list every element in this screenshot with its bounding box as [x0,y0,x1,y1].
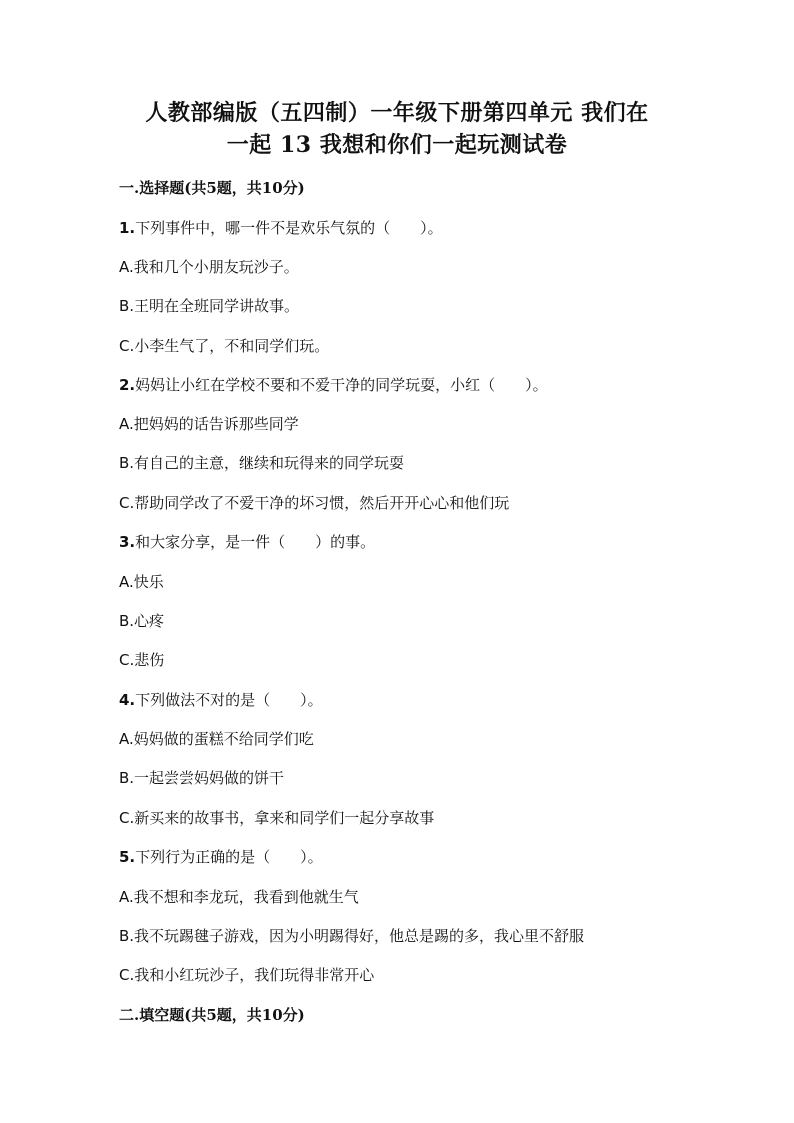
document-title-line-1: 人教部编版（五四制）一年级下册第四单元 我们在 [145,100,649,126]
question-stem: 下列行为正确的是（ ）。 [135,848,323,866]
option-2a: A.把妈妈的话告诉那些同学 [119,415,299,433]
question-stem: 妈妈让小红在学校不要和不爱干净的同学玩耍，小红（ ）。 [135,376,548,394]
question-stem: 下列做法不对的是（ ）。 [135,691,323,709]
question-2 [119,375,548,395]
question-stem: 和大家分享，是一件（ ）的事。 [135,533,376,551]
option-3b: B.心疼 [119,612,165,630]
option-4a: A.妈妈做的蛋糕不给同学们吃 [119,730,314,748]
option-1b: B.王明在全班同学讲故事。 [119,297,300,315]
question-5 [119,847,323,867]
option-5c: C.我和小红玩沙子，我们玩得非常开心 [119,966,375,984]
option-4b: B.一起尝尝妈妈做的饼干 [119,769,285,787]
question-stem: 下列事件中，哪一件不是欢乐气氛的（ ）。 [135,219,443,237]
option-1c: C.小李生气了，不和同学们玩。 [119,337,330,355]
option-5a: A.我不想和李龙玩，我看到他就生气 [119,888,359,906]
question-number: 3. [119,533,136,551]
option-5b: B.我不玩踢毽子游戏，因为小明踢得好，他总是踢的多，我心里不舒服 [119,927,585,945]
question-number: 2. [119,376,136,394]
option-3a: A.快乐 [119,573,164,591]
question-number: 4. [119,691,136,709]
question-4 [119,690,323,710]
question-3 [119,532,375,552]
option-2b: B.有自己的主意，继续和玩得来的同学玩耍 [119,454,405,472]
section-heading-choice: 一.选择题(共5题，共10分) [119,179,305,197]
document-title-line-2: 一起 13 我想和你们一起玩测试卷 [226,132,568,158]
question-number: 5. [119,848,136,866]
option-2c: C.帮助同学改了不爱干净的坏习惯，然后开开心心和他们玩 [119,494,510,512]
option-4c: C.新买来的故事书，拿来和同学们一起分享故事 [119,809,435,827]
option-1a: A.我和几个小朋友玩沙子。 [119,258,299,276]
option-3c: C.悲伤 [119,651,165,669]
question-number: 1. [119,219,136,237]
question-1 [119,218,443,238]
section-heading-fill-blank: 二.填空题(共5题，共10分) [119,1006,305,1024]
